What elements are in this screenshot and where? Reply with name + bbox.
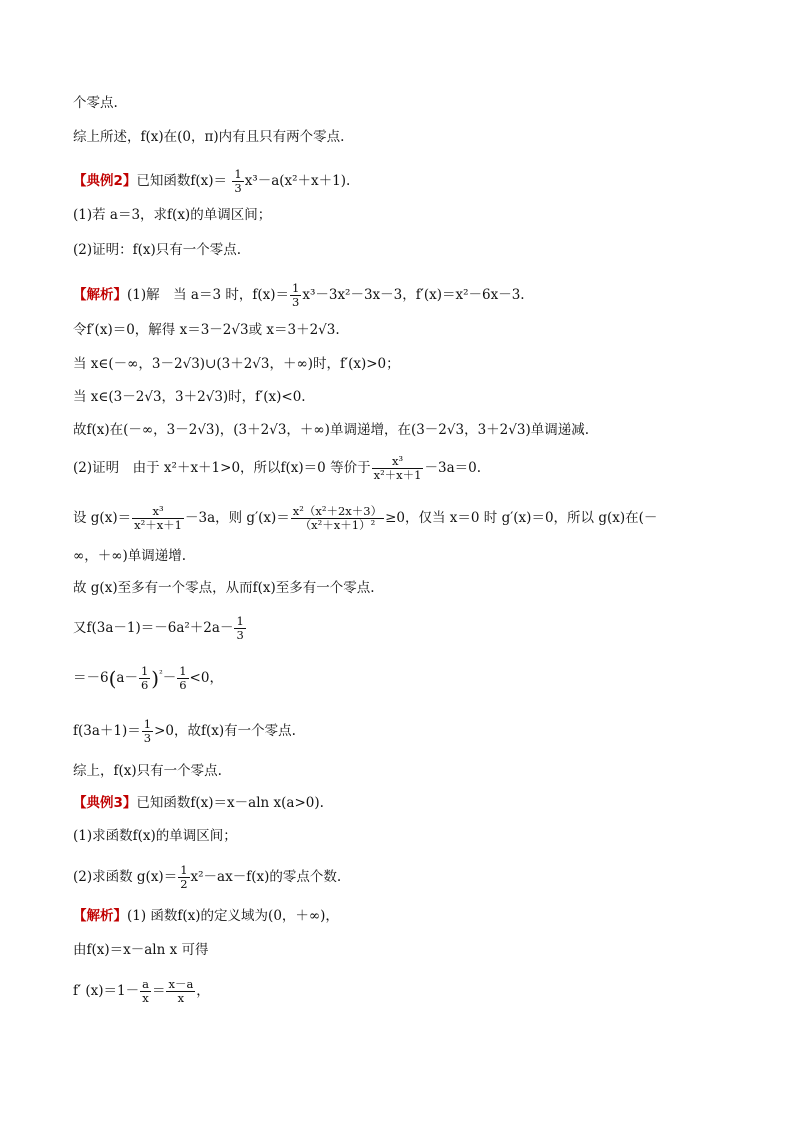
example-2-title: 【典例2】已知函数f(x)＝ $\frac{1}{3}$ x³－a(x²＋x＋1). [73, 167, 351, 195]
fraction: $\frac{1}{3}$ [234, 167, 242, 195]
fraction: $\frac{1}{2}$ [180, 863, 188, 891]
text-line: f(3a＋1)＝ $\frac{1}{3}$ >0，故f(x)有一个零点. [73, 717, 296, 745]
fraction: $\frac{\text{x³}}{\text{x²＋x＋1}}$ [373, 454, 422, 482]
solution-tag: 【解析】 [73, 287, 127, 303]
derivative-line: 设 g(x)＝ $\frac{\text{x³}}{\text{x²＋x＋1}}$ －3a，则 g′(x)＝ $\frac{\text{x²（x²＋2x＋3）}}{\text{（x²＋x＋1）²}}$ ≥0，仅当 x＝0 时 g′(x)＝0，所以 g(x)在(－ [73, 504, 658, 532]
text-line: 综上，f(x)只有一个零点. [73, 763, 222, 779]
example-3-title: 【典例3】已知函数f(x)＝x－aln x(a>0). [73, 795, 324, 811]
text-line: 又f(3a－1)＝－6a²＋2a－ $\frac{1}{3}$ [73, 614, 244, 642]
solution-line: 【解析】(1) 函数f(x)的定义域为(0，＋∞)， [73, 908, 339, 924]
derivative-line: f′ (x)＝1－ $\frac{a}{x}$ ＝ $\frac{x-a}{x}$ ， [73, 977, 210, 1005]
text-line: ∞，＋∞)单调递增. [73, 548, 187, 564]
text-line: 当 x∈(－∞，3－2√3)∪(3＋2√3，＋∞)时，f′(x)>0； [73, 356, 400, 372]
fraction: $\frac{a}{x}$ [142, 977, 149, 1005]
question-1: (1)求函数f(x)的单调区间； [73, 828, 237, 844]
fraction: $\frac{1}{3}$ [236, 614, 244, 642]
question-2: (2)求函数 g(x)＝ $\frac{1}{2}$ x²－ax－f(x)的零点个数. [73, 863, 342, 891]
proof-line: (2)证明 由于 x²＋x＋1>0，所以f(x)＝0 等价于 $\frac{\text{x³}}{\text{x²＋x＋1}}$ －3a＝0. [73, 454, 482, 482]
solution-line: 【解析】(1)解 当 a＝3 时，f(x)＝ $\frac{1}{3}$ x³－3x²－3x－3，f′(x)＝x²－6x－3. [73, 281, 525, 309]
question-1: (1)若 a＝3，求f(x)的单调区间； [73, 207, 272, 223]
solution-tag: 【解析】 [73, 908, 127, 924]
fraction: $\frac{\text{x³}}{\text{x²＋x＋1}}$ [134, 504, 182, 532]
text-line: 故f(x)在(－∞，3－2√3)，(3＋2√3，＋∞)单调递增，在(3－2√3，3＋2√3)单调递减. [73, 422, 590, 438]
fraction: $\frac{1}{3}$ [143, 717, 152, 745]
text-line: 故 g(x)至多有一个零点，从而f(x)至多有一个零点. [73, 580, 375, 596]
fraction: $\frac{x-a}{x}$ [168, 977, 194, 1005]
text-line: 当 x∈(3－2√3，3＋2√3)时，f′(x)<0. [73, 389, 306, 405]
text-line: 由f(x)＝x－aln x 可得 [73, 942, 209, 958]
example-tag: 【典例2】 [73, 173, 137, 189]
text-line: ＝－6(a－ $\frac{1}{6}$ )$^{^2}$－ $\frac{1}{6}$ <0， [73, 664, 223, 692]
fraction: $\frac{1}{6}$ [179, 664, 187, 692]
fraction: $\frac{1}{3}$ [292, 281, 300, 309]
fraction: $\frac{1}{6}$ [140, 664, 149, 692]
question-2: (2)证明：f(x)只有一个零点. [73, 242, 242, 258]
text-line: 综上所述，f(x)在(0，π)内有且只有两个零点. [73, 129, 345, 145]
text-line: 个零点. [73, 95, 118, 111]
example-tag: 【典例3】 [73, 795, 137, 811]
fraction: $\frac{\text{x²（x²＋2x＋3）}}{\text{（x²＋x＋1）²}}$ [292, 504, 383, 532]
text-line: 令f′(x)＝0，解得 x＝3－2√3或 x＝3＋2√3. [73, 322, 340, 338]
